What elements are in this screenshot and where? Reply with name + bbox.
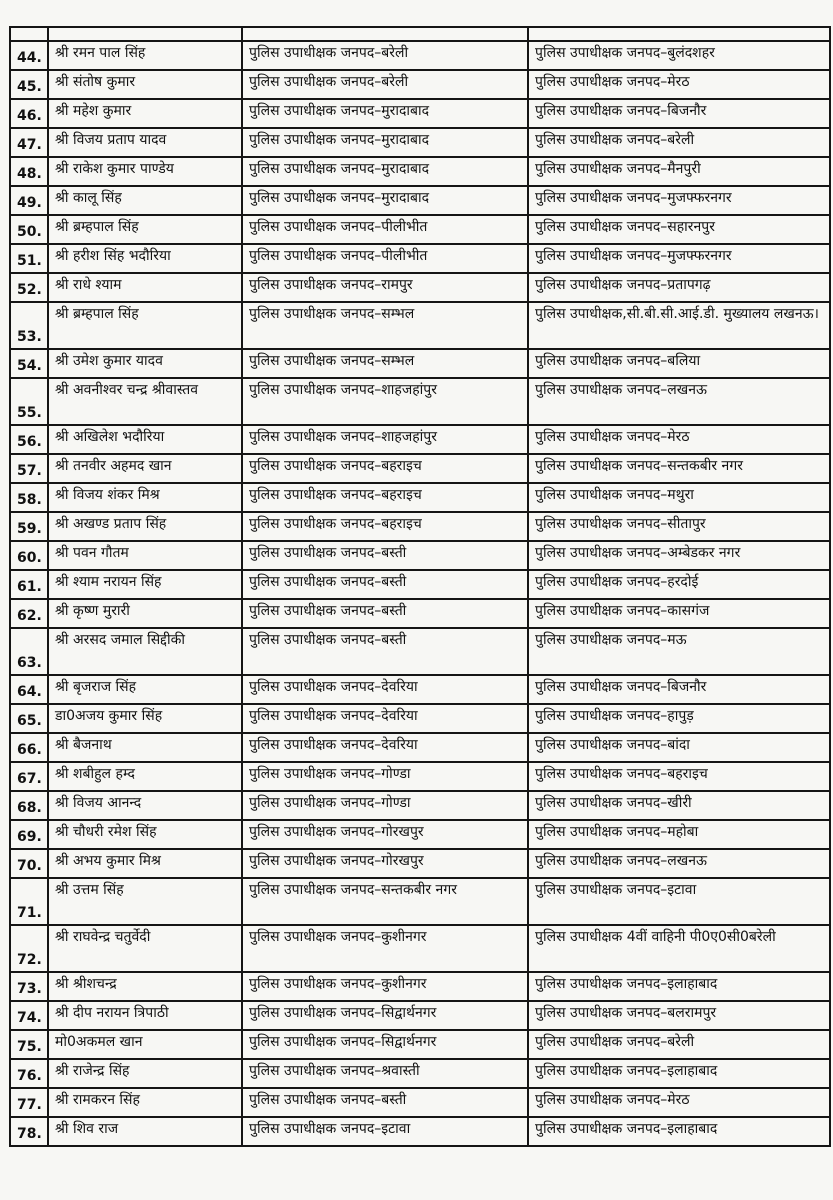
new-posting-cell: पुलिस उपाधीक्षक जनपद–बिजनौर xyxy=(528,675,830,704)
officer-name-cell: श्री शबीहुल हम्द xyxy=(48,762,242,791)
serial-number-cell: 53. xyxy=(10,302,48,349)
serial-number-cell: 47. xyxy=(10,128,48,157)
new-posting-cell: पुलिस उपाधीक्षक जनपद–बहराइच xyxy=(528,762,830,791)
new-posting-cell: पुलिस उपाधीक्षक जनपद–इलाहाबाद xyxy=(528,972,830,1001)
officer-name-cell: श्री हरीश सिंह भदौरिया xyxy=(48,244,242,273)
new-posting-cell: पुलिस उपाधीक्षक जनपद–बिजनौर xyxy=(528,99,830,128)
table-row xyxy=(10,762,830,791)
current-posting-cell: पुलिस उपाधीक्षक जनपद–देवरिया xyxy=(242,704,528,733)
officer-name-cell: श्री विजय प्रताप यादव xyxy=(48,128,242,157)
officer-name-cell: श्री राकेश कुमार पाण्डेय xyxy=(48,157,242,186)
officer-name-cell: श्री ब्रम्हपाल सिंह xyxy=(48,302,242,349)
table-row xyxy=(10,972,830,1001)
officer-name-cell: श्री राधे श्याम xyxy=(48,273,242,302)
current-posting-cell: पुलिस उपाधीक्षक जनपद–बस्ती xyxy=(242,1088,528,1117)
serial-number-cell: 67. xyxy=(10,762,48,791)
current-posting-cell: पुलिस उपाधीक्षक जनपद–पीलीभीत xyxy=(242,215,528,244)
serial-number-cell: 74. xyxy=(10,1001,48,1030)
serial-number-cell: 71. xyxy=(10,878,48,925)
table-row xyxy=(10,425,830,454)
serial-number-cell: 57. xyxy=(10,454,48,483)
officer-name-cell: श्री विजय शंकर मिश्र xyxy=(48,483,242,512)
officer-name-cell: श्री रमन पाल सिंह xyxy=(48,41,242,70)
officer-name-cell: श्री ब्रम्हपाल सिंह xyxy=(48,215,242,244)
table-row xyxy=(10,849,830,878)
new-posting-cell: पुलिस उपाधीक्षक जनपद–इलाहाबाद xyxy=(528,1059,830,1088)
officer-name-cell: श्री कृष्ण मुरारी xyxy=(48,599,242,628)
table-row xyxy=(10,302,830,349)
serial-number-cell: 70. xyxy=(10,849,48,878)
new-posting-cell: पुलिस उपाधीक्षक जनपद–लखनऊ xyxy=(528,849,830,878)
serial-number-cell: 51. xyxy=(10,244,48,273)
officer-name-cell: श्री संतोष कुमार xyxy=(48,70,242,99)
table-row xyxy=(10,1001,830,1030)
table-row xyxy=(10,273,830,302)
current-posting-cell: पुलिस उपाधीक्षक जनपद–गोण्डा xyxy=(242,762,528,791)
officer-name-cell: श्री शिव राज xyxy=(48,1117,242,1146)
table-body xyxy=(10,27,830,1146)
current-posting-cell: पुलिस उपाधीक्षक जनपद–कुशीनगर xyxy=(242,972,528,1001)
serial-number-cell: 60. xyxy=(10,541,48,570)
current-posting-cell: पुलिस उपाधीक्षक जनपद–गोरखपुर xyxy=(242,849,528,878)
new-posting-cell: पुलिस उपाधीक्षक जनपद–सीतापुर xyxy=(528,512,830,541)
table-row xyxy=(10,1088,830,1117)
serial-number-cell: 46. xyxy=(10,99,48,128)
new-posting-cell: पुलिस उपाधीक्षक 4वीं वाहिनी पी0ए0सी0बरेली xyxy=(528,925,830,972)
current-posting-cell: पुलिस उपाधीक्षक जनपद–बहराइच xyxy=(242,454,528,483)
current-posting-cell: पुलिस उपाधीक्षक जनपद–कुशीनगर xyxy=(242,925,528,972)
new-posting-cell: पुलिस उपाधीक्षक जनपद–मथुरा xyxy=(528,483,830,512)
new-posting-cell: पुलिस उपाधीक्षक जनपद–कासगंज xyxy=(528,599,830,628)
serial-number-cell: 56. xyxy=(10,425,48,454)
serial-number-cell: 63. xyxy=(10,628,48,675)
table-row xyxy=(10,512,830,541)
current-posting-cell: पुलिस उपाधीक्षक जनपद–मुरादाबाद xyxy=(242,128,528,157)
new-posting-cell: पुलिस उपाधीक्षक जनपद–हरदोई xyxy=(528,570,830,599)
table-row xyxy=(10,791,830,820)
serial-number-cell: 65. xyxy=(10,704,48,733)
current-posting-cell: पुलिस उपाधीक्षक जनपद–शाहजहांपुर xyxy=(242,378,528,425)
new-posting-cell: पुलिस उपाधीक्षक जनपद–मैनपुरी xyxy=(528,157,830,186)
serial-number-cell: 73. xyxy=(10,972,48,1001)
serial-number-cell: 77. xyxy=(10,1088,48,1117)
current-posting-cell: पुलिस उपाधीक्षक जनपद–पीलीभीत xyxy=(242,244,528,273)
new-posting-cell: पुलिस उपाधीक्षक जनपद–मुजफ्फरनगर xyxy=(528,186,830,215)
serial-number-cell: 76. xyxy=(10,1059,48,1088)
serial-number-cell: 69. xyxy=(10,820,48,849)
table-row xyxy=(10,454,830,483)
current-posting-cell: पुलिस उपाधीक्षक जनपद–बस्ती xyxy=(242,599,528,628)
new-posting-cell: पुलिस उपाधीक्षक जनपद–हापुड़ xyxy=(528,704,830,733)
new-posting-cell: पुलिस उपाधीक्षक जनपद–महोबा xyxy=(528,820,830,849)
new-posting-cell: पुलिस उपाधीक्षक जनपद–बरेली xyxy=(528,128,830,157)
new-posting-cell: पुलिस उपाधीक्षक जनपद–इलाहाबाद xyxy=(528,1117,830,1146)
new-posting-cell: पुलिस उपाधीक्षक जनपद–मेरठ xyxy=(528,425,830,454)
officer-name-cell: श्री अवनीश्वर चन्द्र श्रीवास्तव xyxy=(48,378,242,425)
serial-number-cell: 62. xyxy=(10,599,48,628)
table-row xyxy=(10,244,830,273)
table-row xyxy=(10,878,830,925)
new-posting-cell: पुलिस उपाधीक्षक जनपद–बलरामपुर xyxy=(528,1001,830,1030)
officer-name-cell: श्री अखिलेश भदौरिया xyxy=(48,425,242,454)
new-posting-cell: पुलिस उपाधीक्षक जनपद–बुलंदशहर xyxy=(528,41,830,70)
table-row xyxy=(10,378,830,425)
table-row xyxy=(10,99,830,128)
current-posting-cell: पुलिस उपाधीक्षक जनपद–मुरादाबाद xyxy=(242,99,528,128)
officer-name-cell: श्री राजेन्द्र सिंह xyxy=(48,1059,242,1088)
officer-name-cell: श्री अभय कुमार मिश्र xyxy=(48,849,242,878)
table-row-top-edge xyxy=(10,27,830,41)
table-row xyxy=(10,41,830,70)
new-posting-cell: पुलिस उपाधीक्षक जनपद–अम्बेडकर नगर xyxy=(528,541,830,570)
serial-number-cell: 64. xyxy=(10,675,48,704)
cell-empty xyxy=(48,27,242,41)
officer-name-cell: श्री पवन गौतम xyxy=(48,541,242,570)
table-row xyxy=(10,733,830,762)
officer-name-cell: श्री महेश कुमार xyxy=(48,99,242,128)
current-posting-cell: पुलिस उपाधीक्षक जनपद–गोण्डा xyxy=(242,791,528,820)
new-posting-cell: पुलिस उपाधीक्षक जनपद–लखनऊ xyxy=(528,378,830,425)
table-row xyxy=(10,570,830,599)
current-posting-cell: पुलिस उपाधीक्षक जनपद–सिद्वार्थनगर xyxy=(242,1030,528,1059)
new-posting-cell: पुलिस उपाधीक्षक जनपद–बांदा xyxy=(528,733,830,762)
officer-name-cell: श्री विजय आनन्द xyxy=(48,791,242,820)
serial-number-cell: 59. xyxy=(10,512,48,541)
current-posting-cell: पुलिस उपाधीक्षक जनपद–सन्तकबीर नगर xyxy=(242,878,528,925)
current-posting-cell: पुलिस उपाधीक्षक जनपद–रामपुर xyxy=(242,273,528,302)
serial-number-cell: 50. xyxy=(10,215,48,244)
table-row xyxy=(10,820,830,849)
current-posting-cell: पुलिस उपाधीक्षक जनपद–बरेली xyxy=(242,70,528,99)
current-posting-cell: पुलिस उपाधीक्षक जनपद–देवरिया xyxy=(242,733,528,762)
table-row xyxy=(10,1059,830,1088)
officer-name-cell: श्री श्याम नरायन सिंह xyxy=(48,570,242,599)
serial-number-cell: 61. xyxy=(10,570,48,599)
officer-name-cell: श्री चौधरी रमेश सिंह xyxy=(48,820,242,849)
table-row xyxy=(10,599,830,628)
officer-name-cell: मो0अकमल खान xyxy=(48,1030,242,1059)
table-row xyxy=(10,704,830,733)
current-posting-cell: पुलिस उपाधीक्षक जनपद–बस्ती xyxy=(242,628,528,675)
officer-name-cell: श्री रामकरन सिंह xyxy=(48,1088,242,1117)
serial-number-cell: 58. xyxy=(10,483,48,512)
serial-number-cell: 52. xyxy=(10,273,48,302)
cell-empty xyxy=(528,27,830,41)
officer-name-cell: श्री बृजराज सिंह xyxy=(48,675,242,704)
serial-number-cell: 72. xyxy=(10,925,48,972)
current-posting-cell: पुलिस उपाधीक्षक जनपद–सम्भल xyxy=(242,302,528,349)
transfer-list-table xyxy=(9,26,831,1147)
current-posting-cell: पुलिस उपाधीक्षक जनपद–श्रवास्ती xyxy=(242,1059,528,1088)
officer-name-cell: श्री श्रीशचन्द्र xyxy=(48,972,242,1001)
serial-number-cell: 54. xyxy=(10,349,48,378)
current-posting-cell: पुलिस उपाधीक्षक जनपद–सम्भल xyxy=(242,349,528,378)
new-posting-cell: पुलिस उपाधीक्षक जनपद–मेरठ xyxy=(528,70,830,99)
current-posting-cell: पुलिस उपाधीक्षक जनपद–सिद्वार्थनगर xyxy=(242,1001,528,1030)
table-row xyxy=(10,925,830,972)
serial-number-cell: 45. xyxy=(10,70,48,99)
table-row xyxy=(10,349,830,378)
officer-name-cell: श्री बैजनाथ xyxy=(48,733,242,762)
table-row xyxy=(10,157,830,186)
serial-number-cell: 44. xyxy=(10,41,48,70)
serial-number-cell: 78. xyxy=(10,1117,48,1146)
new-posting-cell: पुलिस उपाधीक्षक जनपद–इटावा xyxy=(528,878,830,925)
officer-name-cell: श्री राघवेन्द्र चतुर्वेदी xyxy=(48,925,242,972)
table-row xyxy=(10,483,830,512)
new-posting-cell: पुलिस उपाधीक्षक,सी.बी.सी.आई.डी. मुख्यालय लखनऊ। xyxy=(528,302,830,349)
serial-number-cell: 49. xyxy=(10,186,48,215)
table-row xyxy=(10,70,830,99)
table-row xyxy=(10,675,830,704)
new-posting-cell: पुलिस उपाधीक्षक जनपद–सन्तकबीर नगर xyxy=(528,454,830,483)
table-row xyxy=(10,128,830,157)
current-posting-cell: पुलिस उपाधीक्षक जनपद–बरेली xyxy=(242,41,528,70)
serial-number-cell: 75. xyxy=(10,1030,48,1059)
table-row xyxy=(10,1030,830,1059)
table-row xyxy=(10,628,830,675)
officer-name-cell: श्री दीप नरायन त्रिपाठी xyxy=(48,1001,242,1030)
cell-empty xyxy=(242,27,528,41)
table-row xyxy=(10,1117,830,1146)
current-posting-cell: पुलिस उपाधीक्षक जनपद–बस्ती xyxy=(242,541,528,570)
new-posting-cell: पुलिस उपाधीक्षक जनपद–मऊ xyxy=(528,628,830,675)
current-posting-cell: पुलिस उपाधीक्षक जनपद–बहराइच xyxy=(242,483,528,512)
serial-number-cell: 48. xyxy=(10,157,48,186)
officer-name-cell: डा0अजय कुमार सिंह xyxy=(48,704,242,733)
officer-name-cell: श्री तनवीर अहमद खान xyxy=(48,454,242,483)
new-posting-cell: पुलिस उपाधीक्षक जनपद–बलिया xyxy=(528,349,830,378)
officer-name-cell: श्री अरसद जमाल सिद्दीकी xyxy=(48,628,242,675)
new-posting-cell: पुलिस उपाधीक्षक जनपद–खीरी xyxy=(528,791,830,820)
new-posting-cell: पुलिस उपाधीक्षक जनपद–मेरठ xyxy=(528,1088,830,1117)
current-posting-cell: पुलिस उपाधीक्षक जनपद–मुरादाबाद xyxy=(242,186,528,215)
new-posting-cell: पुलिस उपाधीक्षक जनपद–बरेली xyxy=(528,1030,830,1059)
serial-number-cell: 68. xyxy=(10,791,48,820)
current-posting-cell: पुलिस उपाधीक्षक जनपद–बस्ती xyxy=(242,570,528,599)
table-row xyxy=(10,541,830,570)
new-posting-cell: पुलिस उपाधीक्षक जनपद–प्रतापगढ़ xyxy=(528,273,830,302)
officer-name-cell: श्री उत्तम सिंह xyxy=(48,878,242,925)
serial-number-cell: 66. xyxy=(10,733,48,762)
officer-name-cell: श्री कालू सिंह xyxy=(48,186,242,215)
officer-name-cell: श्री अखण्ड प्रताप सिंह xyxy=(48,512,242,541)
new-posting-cell: पुलिस उपाधीक्षक जनपद–सहारनपुर xyxy=(528,215,830,244)
current-posting-cell: पुलिस उपाधीक्षक जनपद–बहराइच xyxy=(242,512,528,541)
current-posting-cell: पुलिस उपाधीक्षक जनपद–गोरखपुर xyxy=(242,820,528,849)
current-posting-cell: पुलिस उपाधीक्षक जनपद–शाहजहांपुर xyxy=(242,425,528,454)
current-posting-cell: पुलिस उपाधीक्षक जनपद–मुरादाबाद xyxy=(242,157,528,186)
table-row xyxy=(10,215,830,244)
current-posting-cell: पुलिस उपाधीक्षक जनपद–देवरिया xyxy=(242,675,528,704)
cell-empty xyxy=(10,27,48,41)
current-posting-cell: पुलिस उपाधीक्षक जनपद–इटावा xyxy=(242,1117,528,1146)
officer-name-cell: श्री उमेश कुमार यादव xyxy=(48,349,242,378)
serial-number-cell: 55. xyxy=(10,378,48,425)
new-posting-cell: पुलिस उपाधीक्षक जनपद–मुजफ्फरनगर xyxy=(528,244,830,273)
table-row xyxy=(10,186,830,215)
